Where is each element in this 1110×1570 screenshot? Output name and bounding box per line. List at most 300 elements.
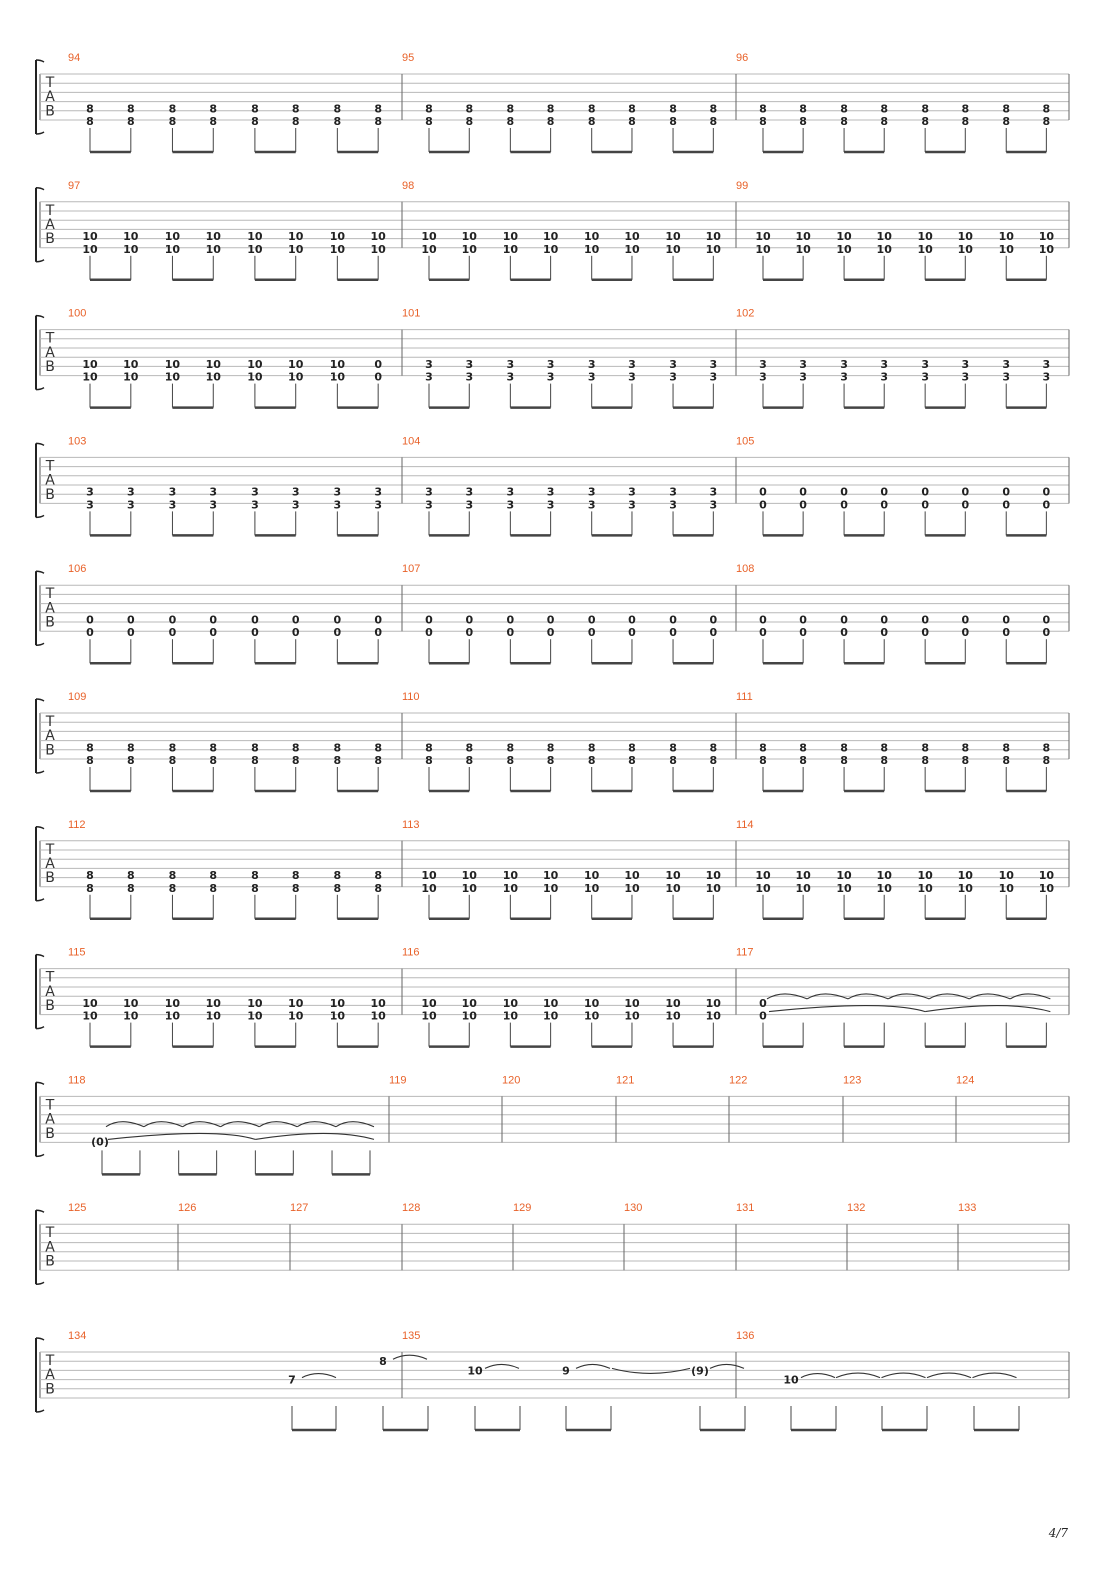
tab-clef-letter: A [45,600,55,617]
measure-number: 101 [402,307,421,320]
fret-number: 10 [795,881,811,895]
fret-number: 8 [669,754,677,767]
fret-number: 10 [876,881,892,895]
fret-number: 10 [542,1009,559,1023]
tie-arc [302,1374,336,1378]
fret-number: 10 [665,242,681,256]
measure-number: 119 [389,1074,407,1087]
fret-number: 0 [425,613,433,627]
fret-number: 8 [669,102,677,116]
fret-number: 3 [759,370,767,384]
page-number: 4/7 [1048,1526,1068,1540]
fret-number: 10 [917,242,933,256]
tab-system [36,180,1069,280]
fret-number: 10 [1038,242,1055,256]
tab-clef-letter: B [45,1253,55,1270]
tie-arc [927,1373,971,1378]
tab-clef-letter: T [45,202,55,219]
fret-number: 10 [542,881,559,895]
fret-number: 0 [209,626,218,640]
bracket-hook-top [36,443,44,445]
fret-number: 10 [665,881,681,895]
fret-number: 10 [998,242,1014,256]
fret-number: 10 [957,230,973,244]
fret-number: 10 [421,242,437,256]
bracket-hook-top [36,188,44,190]
fret-number: 10 [288,1009,304,1023]
fret-number: 3 [291,498,300,512]
fret-number: 10 [205,370,221,384]
fret-number: 3 [126,485,135,499]
measure-number: 109 [68,691,87,703]
fret-number: 0 [799,485,807,499]
fret-number: 3 [669,485,677,499]
fret-number: 8 [126,869,135,883]
measure [68,1330,402,1398]
tab-clef-letter: T [45,1353,55,1369]
fret-number: 0 [921,498,929,512]
fret-number: 10 [705,242,721,256]
fret-number: 8 [291,881,300,895]
fret-number: 8 [209,754,218,767]
fret-number: 8 [465,754,474,767]
fret-number: 10 [705,996,721,1010]
tab-clef-letter: T [45,586,55,603]
tab-clef-letter: T [45,1225,55,1242]
bracket-hook-top [36,699,44,701]
fret-number: 3 [506,357,515,371]
fret-number: 10 [329,370,346,384]
fret-number: 0 [799,498,807,512]
fret-number: 10 [502,242,519,256]
fret-number: 8 [587,102,596,116]
fret-number: 10 [542,242,559,256]
tab-clef-letter: T [45,75,55,91]
fret-number: 8 [1042,115,1051,128]
fret-number: 3 [209,498,218,512]
tab-system [36,819,1069,919]
fret-number: 10 [876,869,892,883]
fret-number: 8 [587,754,596,767]
fret-number: 0 [546,613,555,627]
fret-number: 8 [840,754,848,767]
fret-number: 10 [370,242,386,256]
fret-number: 10 [998,881,1014,895]
fret-number: 8 [86,741,94,755]
fret-number: 10 [164,357,181,371]
fret-number: 8 [921,115,929,128]
measure-number: 124 [956,1074,975,1087]
measure [847,1202,958,1270]
fret-number: 10 [584,242,600,256]
fret-number: 10 [624,242,640,256]
fret-number: 0 [840,613,848,627]
measure-number: 110 [402,691,420,703]
fret-number: 10 [461,869,477,883]
fret-number: 0 [669,626,677,640]
fret-number: 0 [168,626,177,640]
fret-number: 8 [425,754,433,767]
fret-number: 10 [836,869,852,883]
fret-number: 8 [209,102,218,116]
fret-number: 3 [506,485,515,499]
measure [68,1202,178,1270]
fret-number: 0 [168,613,177,627]
tie-arc [882,1373,926,1378]
measure-number: 105 [736,435,755,448]
fret-number: 10 [164,1009,181,1023]
fret-number: 8 [251,102,259,116]
fret-number: 0 [880,613,889,627]
tie-arc [108,1133,255,1139]
fret-number: 8 [209,115,218,128]
fret-number: 3 [587,485,596,499]
fret-number: 0 [374,370,382,384]
measure-number: 123 [843,1074,862,1087]
tab-clef-letter: A [45,89,55,106]
fret-number: 10 [665,1009,681,1023]
fret-number: 3 [628,498,636,512]
fret-number: 3 [1042,357,1051,371]
measure-number: 95 [402,52,415,64]
fret-number: 10 [82,242,98,256]
fret-number: 10 [624,996,640,1010]
fret-number: 0 [1002,485,1011,499]
tab-clef-letter: B [45,103,55,120]
fret-number: 3 [669,370,677,384]
fret-number: 3 [1042,370,1051,384]
tab-clef-letter: A [45,983,55,1000]
fret-number: 3 [425,357,433,371]
fret-number: 0 [921,613,929,627]
fret-number: 0 [880,485,889,499]
fret-number: 3 [840,357,848,371]
fret-number: 8 [333,881,342,895]
tab-clef-letter: B [45,231,55,248]
tab-system [36,947,1069,1047]
fret-number: 8 [251,881,259,895]
fret-number: 10 [917,881,933,895]
fret-number: 10 [705,230,721,244]
measure-number: 106 [68,563,87,576]
fret-number: 3 [961,357,970,371]
bracket-hook-bottom [36,771,44,773]
fret-number: 8 [374,741,382,755]
fret-number: 8 [168,754,177,767]
fret-number: 0 [709,613,718,627]
fret-number: 10 [502,996,519,1010]
fret-number: 10 [584,230,600,244]
fret-number: 0 [759,613,767,627]
fret-number: 0 [759,485,767,499]
fret-number: 0 [1042,498,1051,512]
fret-number: 3 [291,485,300,499]
fret-number: 8 [587,741,596,755]
fret-number: 0 [291,613,300,627]
fret-number: 8 [799,754,807,767]
fret-number: 0 [799,613,807,627]
fret-number: 3 [799,370,807,384]
fret-number: 8 [465,115,474,128]
tab-clef-letter: A [45,217,55,233]
fret-number: 3 [587,370,596,384]
fret-number: 8 [669,741,677,755]
measure [502,1074,616,1142]
measure-number: 99 [736,179,749,192]
fret-number: 8 [209,881,218,895]
fret-number: 8 [921,741,929,755]
tab-system [36,563,1069,663]
fret-number: 3 [86,498,94,512]
fret-number: 0 [840,485,848,499]
fret-number: 10 [329,1009,346,1023]
measure-number: 135 [402,1330,421,1342]
tab-clef-letter: T [45,714,55,730]
measure-number: 114 [736,818,754,831]
fret-number: 3 [546,370,555,384]
fret-number: 8 [799,115,807,128]
fret-number: 10 [836,881,852,895]
fret-number: 3 [465,485,474,499]
fret-number: 10 [755,230,771,244]
fret-number: 3 [840,370,848,384]
fret-number: 0 [1042,485,1051,499]
bracket-hook-top [36,1210,44,1212]
measure-number: 100 [68,307,87,320]
fret-number: 0 [921,626,929,640]
fret-number: 0 [759,626,767,640]
fret-number: 0 [840,498,848,512]
tab-clef-letter: B [45,486,55,503]
fret-number: 8 [86,754,94,767]
measure [513,1202,624,1270]
measure-number: 97 [68,179,81,192]
fret-number: 3 [546,485,555,499]
fret-number: 10 [1038,230,1055,244]
fret-number: 8 [1042,754,1051,767]
bracket-hook-top [36,1338,44,1340]
measure [402,1202,513,1270]
fret-number: 10 [164,242,181,256]
fret-number: 8 [126,115,135,128]
measure [956,1074,1069,1142]
fret-number: 0 [251,626,259,640]
fret-number: 10 [421,230,437,244]
fret-number: 3 [126,498,135,512]
bracket-hook-bottom [36,1282,44,1284]
fret-number: 8 [465,102,474,116]
fret-number: 0 [465,613,474,627]
fret-number: 8 [1002,741,1011,755]
fret-number: 10 [795,230,811,244]
fret-number: 3 [709,498,718,512]
fret-number: 8 [546,115,555,128]
fret-number: 8 [374,881,382,895]
fret-number: 10 [836,230,852,244]
tab-clef-letter: B [45,1125,55,1142]
fret-number: 8 [168,881,177,895]
fret-number: 8 [840,102,848,116]
fret-number: 10 [876,230,892,244]
fret-number: 0 [628,626,636,640]
fret-number: 8 [587,115,596,128]
measure-number: 112 [68,818,86,831]
fret-number: 10 [461,996,477,1010]
tie-arc [576,1364,610,1368]
fret-number: 0 [1002,626,1011,640]
fret-number: 3 [709,370,718,384]
fret-number: 10 [329,242,346,256]
fret-number: 8 [546,741,555,755]
fret-number: 3 [168,498,177,512]
fret-number: 0 [628,613,636,627]
measure-number: 96 [736,52,749,64]
fret-number: 8 [291,102,300,116]
tie-arc [710,1364,744,1368]
fret-number: 10 [584,869,600,883]
fret-number: 3 [374,498,382,512]
fret-number: 0 [587,613,596,627]
fret-number: 8 [709,741,718,755]
fret-number: 8 [333,869,342,883]
fret-number: 8 [1002,115,1011,128]
fret-number: 0 [961,498,970,512]
fret-number: 10 [998,869,1014,883]
fret-number: 0 [506,626,515,640]
tab-clef-letter: A [45,728,55,745]
fret-number: 0 [709,626,718,640]
measure-number: 104 [402,435,421,448]
fret-number: 0 [374,626,382,640]
fret-number: 3 [374,485,382,499]
fret-number: 10 [502,1009,519,1023]
fret-number: 8 [799,741,807,755]
fret-number: 8 [425,115,433,128]
fret-number: 8 [759,754,767,767]
measure [616,1074,729,1142]
fret-number: 8 [961,741,970,755]
fret-number: 3 [669,357,677,371]
fret-number: 8 [1002,754,1011,767]
fret-number: 0 [921,485,929,499]
fret-number: 8 [168,741,177,755]
tab-clef-letter: B [45,870,55,887]
fret-number: 0 [961,485,970,499]
fret-number: 8 [961,115,970,128]
tab-system [36,691,1069,791]
fret-number: 8 [209,741,218,755]
bracket-hook-bottom [36,388,44,390]
fret-number: 0 [669,613,677,627]
fret-number: 3 [425,498,433,512]
fret-number: 10 [123,230,139,244]
fret-number: 3 [168,485,177,499]
measure-number: 125 [68,1202,87,1215]
fret-number: 3 [759,357,767,371]
fret-number: 8 [374,115,382,128]
measure-number: 128 [402,1202,421,1215]
fret-number: 8 [880,102,889,116]
measure-number: 131 [736,1202,755,1215]
tab-clef-letter: A [45,1367,55,1384]
fret-number: 8 [506,754,515,767]
fret-number: 8 [86,869,94,883]
fret-number: 3 [961,370,970,384]
fret-number: 8 [628,741,636,755]
fret-number: 8 [126,741,135,755]
fret-number: 10 [82,230,98,244]
fret-number: 0 [799,626,807,640]
fret-number: 8 [425,741,433,755]
fret-number: 10 [755,869,771,883]
fret-number: 10 [421,881,437,895]
fret-number: 0 [1002,613,1011,627]
fret-number: 3 [425,485,433,499]
fret-number: 10 [247,370,263,384]
fret-number: 0 [251,613,259,627]
fret-number: 8 [628,754,636,767]
measure-number: 115 [68,946,86,959]
fret-number: 8 [168,869,177,883]
measure-number: 108 [736,563,755,576]
fret-number: (0) [91,1135,109,1149]
tie-arc [973,1373,1017,1378]
fret-number: 8 [880,754,889,767]
fret-number: 0 [1042,626,1051,640]
fret-number: 10 [247,357,263,371]
fret-number: 3 [546,357,555,371]
tab-system [36,52,1069,152]
tab-clef-letter: B [45,359,55,375]
measure [729,1074,843,1142]
fret-number: 0 [209,613,218,627]
fret-number: 3 [587,498,596,512]
fret-number: 10 [288,996,304,1010]
fret-number: 10 [1038,881,1055,895]
fret-number: 8 [425,102,433,116]
fret-number: 10 [82,370,98,384]
fret-number: 10 [82,996,98,1010]
tab-system [36,1074,1069,1174]
fret-number: 10 [370,996,386,1010]
fret-number: 8 [251,754,259,767]
fret-number: 10 [624,881,640,895]
tab-system [36,308,1069,408]
fret-number: 8 [880,115,889,128]
fret-number: 0 [374,357,382,371]
measure-number: 118 [68,1074,86,1087]
fret-number: 0 [126,613,135,627]
measure-number: 127 [290,1202,309,1215]
fret-number: 10 [502,230,519,244]
tie-arc [925,1006,1050,1012]
fret-number: 10 [164,370,181,384]
fret-number: 10 [957,881,973,895]
measure-number: 111 [736,691,753,703]
fret-number: 10 [624,869,640,883]
tab-clef-letter: B [45,1381,55,1398]
measure [389,1074,502,1142]
tie-arc [836,1373,880,1378]
fret-number: 8 [86,115,94,128]
fret-number: 3 [251,485,259,499]
bracket-hook-bottom [36,899,44,901]
fret-number: 8 [251,115,259,128]
fret-number: 8 [374,869,382,883]
fret-number: 8 [546,102,555,116]
fret-number: 3 [465,498,474,512]
bracket-hook-top [36,60,44,62]
